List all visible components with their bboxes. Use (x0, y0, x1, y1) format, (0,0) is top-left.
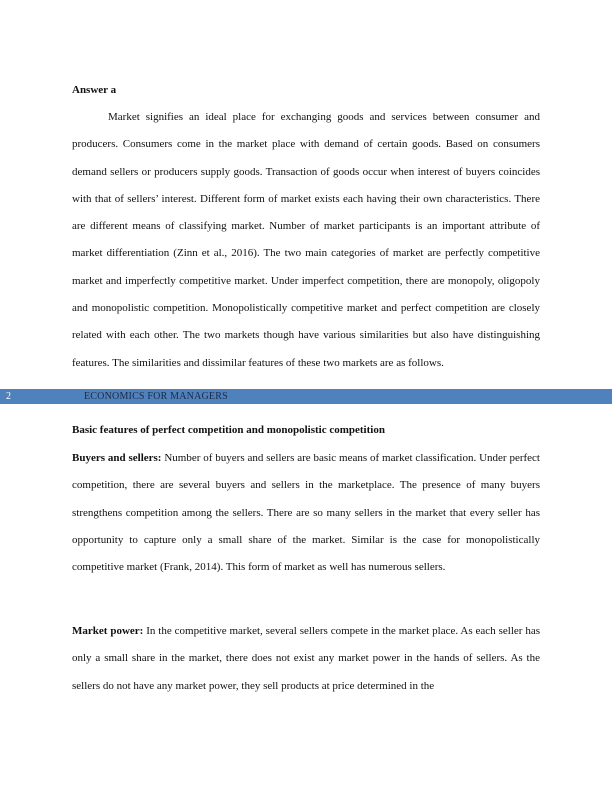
buyers-sellers-section (72, 445, 540, 581)
market-power-section (72, 618, 540, 700)
market-power-text: In the competitive market, several sellers compete in the market place. As each seller has only a small share in the market, there does not exist any market power in the hands of sellers. As the sellers do not have any market power, they sell products at price determined in the (72, 625, 540, 692)
answer-a-body (72, 104, 540, 377)
page-number: 2 (6, 391, 11, 402)
running-head: ECONOMICS FOR MANAGERS (84, 391, 228, 402)
buyers-sellers-label: Buyers and sellers: (72, 452, 162, 464)
market-power-label: Market power: (72, 625, 144, 637)
basic-features-heading: Basic features of perfect competition and monopolistic competition (72, 424, 385, 436)
buyers-sellers-paragraph (72, 445, 540, 581)
buyers-sellers-text: Number of buyers and sellers are basic means of market classification. Under perfect competition, there are several buyers and sellers in the marketplace. The presence of many buyers strengthens competition among the sellers. There are so many sellers in the market that every seller has opportunity to capture only a small share of the market. Similar is the case for monopolistically competitive market (Frank, 2014). This form of market as well has numerous sellers. (72, 452, 540, 574)
answer-a-heading: Answer a (72, 84, 117, 96)
market-power-paragraph (72, 618, 540, 700)
intro-paragraph: Market signifies an ideal place for exchanging goods and services between consumer and producers. Consumers come in the market place with demand of certain goods. Based on consumers demand sellers or producers supply goods. Transaction of goods occur when interest of buyers coincides with that of sellers’ interest. Different form of market exists each having their own characteristics. There are different means of classifying market. Number of market participants is an important attribute of market differentiation (Zinn et al., 2016). The two main categories of market are perfectly competitive market and imperfectly competitive market. Under imperfect competition, there are monopoly, oligopoly and monopolistic competition. Monopolistically competitive market and perfect competition are closely related with each other. The two markets though have various similarities but also have distinguishing features. The similarities and dissimilar features of these two markets are as follows. (72, 111, 540, 369)
